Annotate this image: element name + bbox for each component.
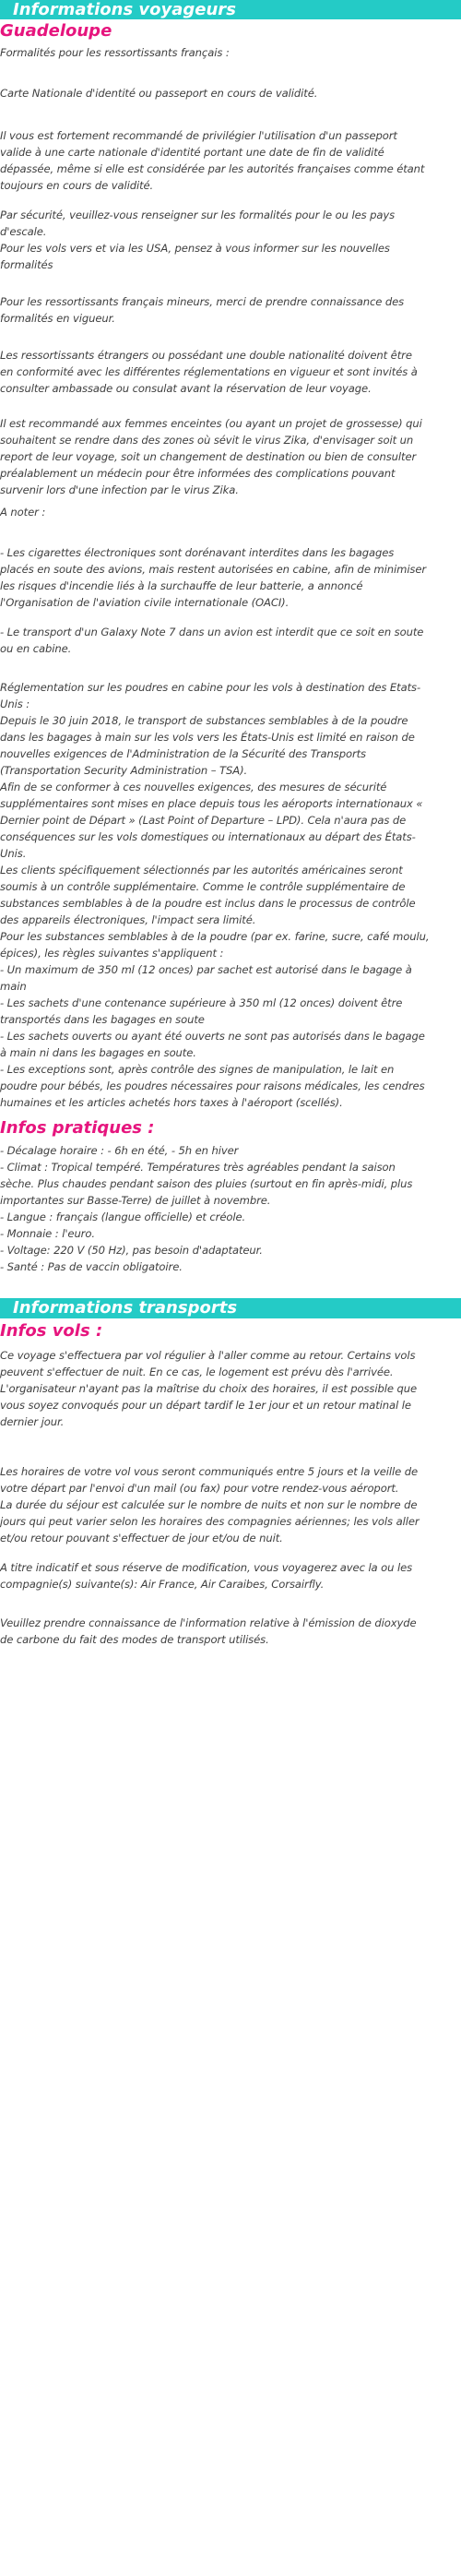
paragraph-horaires: Les horaires de votre vol vous seront communiqués entre 5 jours et la veille de votre départ par l'envoi d'un mail (ou fax) pour votre rendez-vous aéroport. La durée du séjour est calculée sur le nombre de nuits et non sur le nombre de jours qui peut varier selon les horaires des compagnies aériennes; les vols aller et/ou retour pouvant s'effectuer de jour et/ou de nuit. bbox=[0, 1465, 420, 1544]
paragraph-poudres: Réglementation sur les poudres en cabine pour les vols à destination des Etats- Unis : Depuis le 30 juin 2018, le transport de substances semblables à de la poudre dans les bagages à main sur les vols vers les États-Unis est limité en raison de nouvelles exigences de l'Administration de la Sécurité des Transports (Transportation Security Administration – TSA). Afin de se conformer à ces nouvelles exigences, des mesures de sécurité supplémentaires sont mises en place depuis tous les aéroports internationaux « Dernier point de Départ » (Last Point of Departure – LPD). Cela n'aura pas de conséquences sur les vols domestiques ou internationaux au départ des États- Unis. Les clients spécifiquement sélectionnés par les autorités américaines seront soumis à un contrôle supplémentaire. Comme le contrôle supplémentaire de substances semblables à de la poudre est inclus dans le processus de contrôle des appareils électroniques, l'impact sera limité. Pour les substances semblables à de la poudre (par ex. farine, sucre, café moulu, épices), les règles suivantes s'appliquent : - Un maximum de 350 ml (12 onces) par sachet est autorisé dans le bagage à main - Les sachets d'une contenance supérieure à 350 ml (12 onces) doivent être transportés dans les bagages en soute - Les sachets ouverts ou ayant été ouverts ne sont pas autorisés dans le bagage à main ni dans les bagages en soute. - Les exceptions sont, après contrôle des signes de manipulation, le lait en poudre pour bébés, les poudres nécessaires pour raisons médicales, les cendres humaines et les articles achetés hors taxes à l'aéroport (scellés). bbox=[0, 681, 430, 1109]
paragraph-mineurs: Pour les ressortissants français mineurs, merci de prendre connaissance des formalités en vigueur. bbox=[0, 295, 405, 325]
banner-title: Informations voyageurs bbox=[13, 0, 236, 19]
paragraph-escale: Par sécurité, veuillez-vous renseigner sur les formalités pour le ou les pays d'escale. bbox=[0, 209, 396, 238]
paragraph-usa: Pour les vols vers et via les USA, pensez à vous informer sur les nouvelles formalités bbox=[0, 242, 390, 271]
heading-infos-pratiques: Infos pratiques : bbox=[0, 1118, 155, 1138]
paragraph-zika: Il est recommandé aux femmes enceintes (ou ayant un projet de grossesse) qui souhaitent se rendre dans des zones où sévit le virus Zika, d'envisager soit un report de leur voyage, soit un changement de destination ou bien de consulter préalablement un médecin pour être informées des complications pouvant survenir lors d'une infection par le virus Zika. bbox=[0, 417, 422, 496]
banner-informations-voyageurs bbox=[0, 0, 461, 19]
paragraph-compagnies: A titre indicatif et sous réserve de modification, vous voyagerez avec la ou les compagnie(s) suivante(s): Air France, Air Caraibes, Corsairfly. bbox=[0, 1561, 413, 1591]
heading-infos-vols: Infos vols : bbox=[0, 1321, 103, 1341]
paragraph-cigarettes: - Les cigarettes électroniques sont dorénavant interdites dans les bagages placés en soute des avions, mais restent autorisées en cabine, afin de minimiser les risques d'incendie liés à la surchauffe de leur batterie, a annoncé l'Organisation de l'aviation civile internationale (OACI). bbox=[0, 546, 427, 609]
paragraph-passeport: Il vous est fortement recommandé de privilégier l'utilisation d'un passeport valide à une carte nationale d'identité portant une date de fin de validité dépassée, même si elle est considérée par les autorités françaises comme étant toujours en cours de validité. bbox=[0, 129, 425, 192]
paragraph-vol-regulier: Ce voyage s'effectuera par vol régulier à l'aller comme au retour. Certains vols peuvent s'effectuer de nuit. En ce cas, le logement est prévu dès l'arrivée. L'organisateur n'ayant pas la maîtrise du choix des horaires, il est possible que vous soyez convoqués pour un départ tardif le 1er jour et un retour matinal le dernier jour. bbox=[0, 1349, 418, 1428]
paragraph-formalites: Formalités pour les ressortissants français : bbox=[0, 46, 230, 59]
banner-informations-transports bbox=[0, 1298, 461, 1318]
paragraph-galaxy: - Le transport d'un Galaxy Note 7 dans un avion est interdit que ce soit en soute ou en cabine. bbox=[0, 626, 424, 655]
paragraph-infos-pratiques: - Décalage horaire : - 6h en été, - 5h en hiver - Climat : Tropical tempéré. Températures très agréables pendant la saison sèche. Plus chaudes pendant saison des pluies (surtout en fin après-midi, plus importantes sur Basse-Terre) de juillet à novembre. - Langue : français (langue officielle) et créole. - Monnaie : l'euro. - Voltage: 220 V (50 Hz), pas besoin d'adaptateur. - Santé : Pas de vaccin obligatoire. bbox=[0, 1144, 413, 1273]
heading-guadeloupe: Guadeloupe bbox=[0, 21, 112, 41]
paragraph-etrangers: Les ressortissants étrangers ou possédant une double nationalité doivent être en conformité avec les différentes réglementations en vigueur et sont invités à consulter ambassade ou consulat avant la réservation de leur voyage. bbox=[0, 349, 418, 395]
paragraph-a-noter: A noter : bbox=[0, 506, 46, 519]
paragraph-co2: Veuillez prendre connaissance de l'information relative à l'émission de dioxyde de carbone du fait des modes de transport utilisés. bbox=[0, 1616, 417, 1646]
banner-title: Informations transports bbox=[13, 1298, 238, 1318]
paragraph-carte-identite: Carte Nationale d'identité ou passeport en cours de validité. bbox=[0, 87, 318, 100]
